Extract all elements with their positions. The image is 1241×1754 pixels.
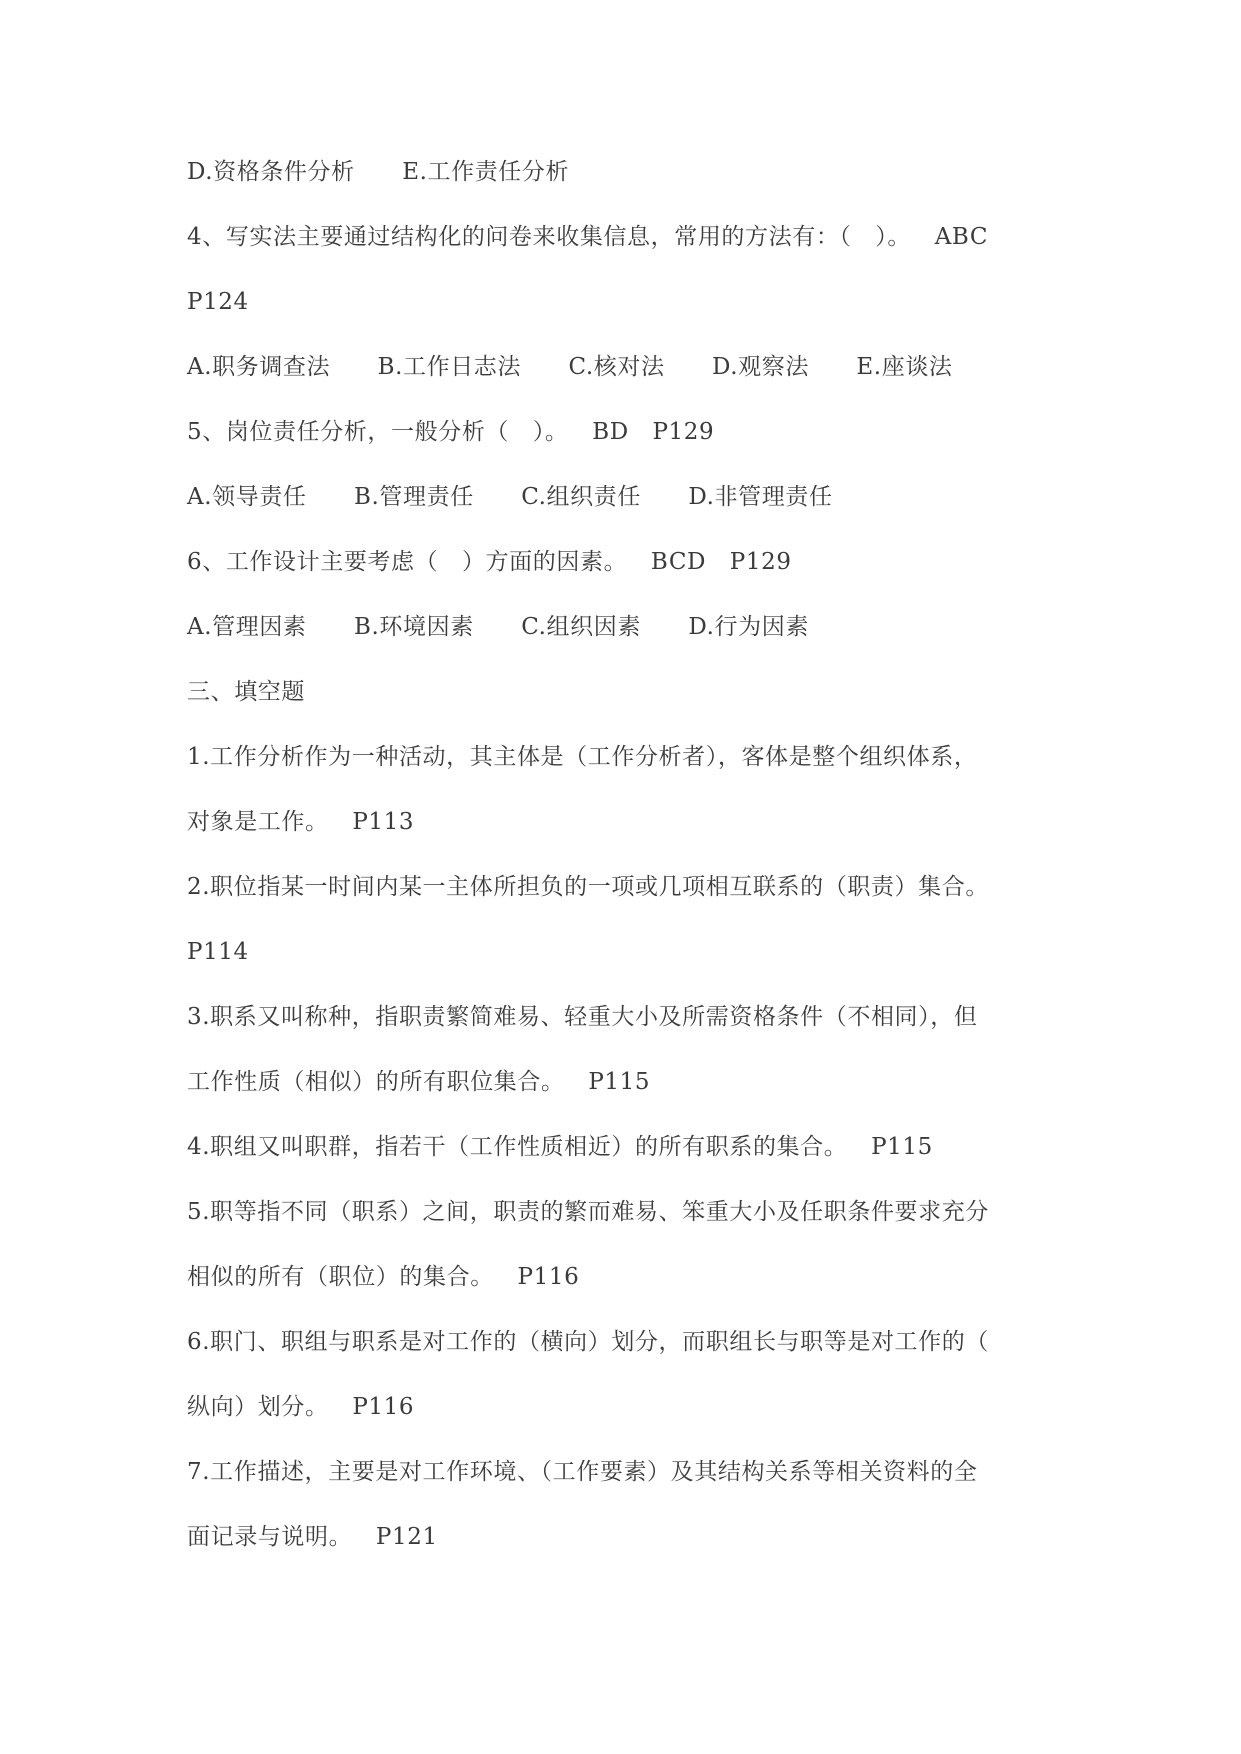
fill-item-3-cont: 工作性质（相似）的所有职位集合。 P115: [187, 1069, 651, 1095]
fill-item-7: 7.工作描述，主要是对工作环境、（工作要素）及其结构关系等相关资料的全: [187, 1459, 978, 1485]
question-4-options: A.职务调查法 B.工作日志法 C.核对法 D.观察法 E.座谈法: [187, 354, 953, 380]
document-page: [187, 156, 1067, 1586]
question-6-options: A.管理因素 B.环境因素 C.组织因素 D.行为因素: [187, 614, 809, 640]
fill-item-4: 4.职组又叫职群，指若干（工作性质相近）的所有职系的集合。 P115: [187, 1134, 933, 1160]
question-5-line: 5、岗位责任分析，一般分析（ ）。 BD P129: [187, 419, 715, 445]
section-heading: 三、填空题: [187, 679, 305, 705]
question-4-line: 4、写实法主要通过结构化的问卷来收集信息，常用的方法有：（ ）。 ABC: [187, 224, 989, 250]
question-5-options: A.领导责任 B.管理责任 C.组织责任 D.非管理责任: [187, 484, 833, 510]
fill-item-2: 2.职位指某一时间内某一主体所担负的一项或几项相互联系的（职责）集合。: [187, 874, 989, 900]
fill-item-2-cont: P114: [187, 939, 249, 965]
fill-item-1: 1.工作分析作为一种活动，其主体是（工作分析者），客体是整个组织体系，: [187, 744, 978, 770]
fill-item-1-cont: 对象是工作。 P113: [187, 809, 415, 835]
page-reference: P124: [187, 289, 249, 315]
fill-item-6: 6.职门、职组与职系是对工作的（横向）划分，而职组长与职等是对工作的（: [187, 1329, 989, 1355]
fill-item-7-cont: 面记录与说明。 P121: [187, 1524, 438, 1550]
text-line: D.资格条件分析 E.工作责任分析: [187, 159, 570, 185]
fill-item-5: 5.职等指不同（职系）之间，职责的繁而难易、笨重大小及任职条件要求充分: [187, 1199, 989, 1225]
fill-item-6-cont: 纵向）划分。 P116: [187, 1394, 415, 1420]
question-6-line: 6、工作设计主要考虑（ ）方面的因素。 BCD P129: [187, 549, 792, 575]
fill-item-5-cont: 相似的所有（职位）的集合。 P116: [187, 1264, 580, 1290]
fill-item-3: 3.职系又叫称种，指职责繁简难易、轻重大小及所需资格条件（不相同），但: [187, 1004, 978, 1030]
